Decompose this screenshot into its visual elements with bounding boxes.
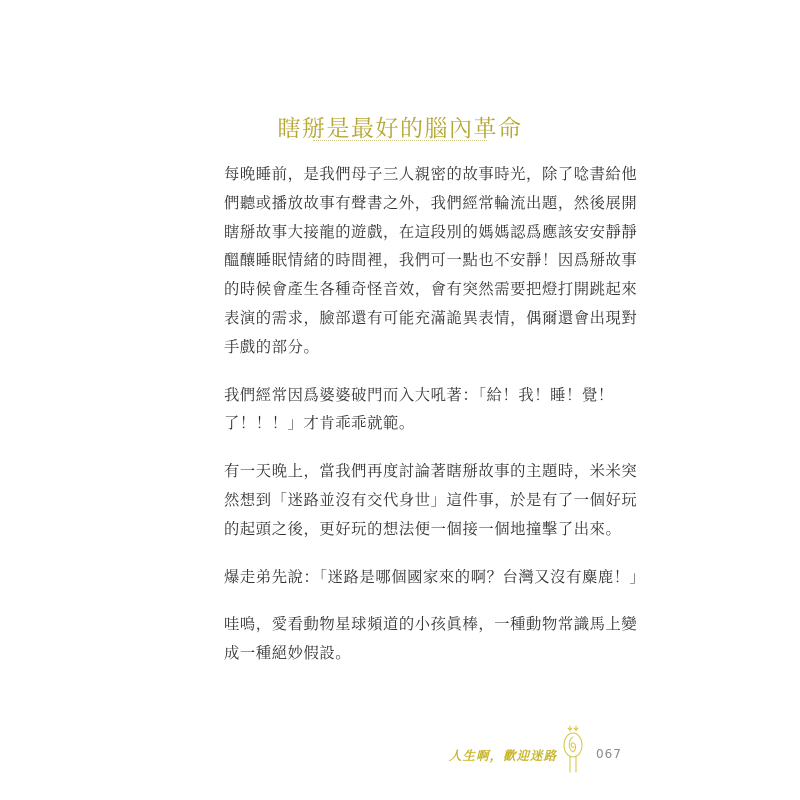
text-line: 瞎掰故事大接龍的遊戲，在這段別的媽媽認爲應該安安靜靜 [224, 222, 638, 241]
chapter-title: 瞎掰是最好的腦內革命 [277, 116, 523, 143]
text-line: 成一種絕妙假設。 [224, 644, 352, 663]
text-line: 哇嗚，愛看動物星球頻道的小孩眞棒，一種動物常識馬上變 [224, 615, 638, 634]
text-line: 然想到「迷路並沒有交代身世」這件事，於是有了一個好玩 [224, 490, 638, 509]
chapter-header [0, 100, 800, 159]
text-line: 醞釀睡眠情緒的時間裡，我們可一點也不安靜！因爲掰故事 [224, 251, 638, 270]
text-line: 我們經常因爲婆婆破門而入大吼著：「給！我！睡！覺！ [224, 385, 614, 404]
running-book-title: 人生啊，歡迎迷路 [449, 748, 558, 763]
title-dotted-divider [313, 140, 487, 141]
text-line: 們聽或播放故事有聲書之外，我們經常輪流出題，然後展開 [224, 193, 638, 212]
paragraph-4 [224, 563, 646, 592]
text-line: 了！！！」才肯乖乖就範。 [224, 414, 415, 433]
paragraph-3 [224, 457, 638, 543]
text-line: 每晚睡前，是我們母子三人親密的故事時光，除了唸書給他 [224, 165, 638, 183]
text-line: 表演的需求，臉部還有可能充滿詭異表情，偶爾還會出現對 [224, 308, 638, 327]
text-line: 的起頭之後，更好玩的想法便一個接一個地撞擊了出來。 [224, 519, 622, 538]
text-line: 手戲的部分。 [224, 337, 320, 356]
paragraph-2 [224, 381, 614, 439]
text-line: 有一天晚上，當我們再度討論著瞎掰故事的主題時，米米突 [224, 462, 638, 481]
page-number: 067 [596, 747, 622, 761]
page-footer [0, 735, 800, 795]
text-line: 爆走弟先說：「迷路是哪個國家來的啊？台灣又沒有麋鹿！」 [224, 567, 646, 586]
paragraph-5 [224, 610, 638, 668]
body-text [224, 160, 646, 687]
text-line: 的時候會產生各種奇怪音效，會有突然需要把燈打開跳起來 [224, 280, 638, 299]
deer-doodle-icon [561, 725, 585, 775]
paragraph-1 [224, 160, 638, 362]
